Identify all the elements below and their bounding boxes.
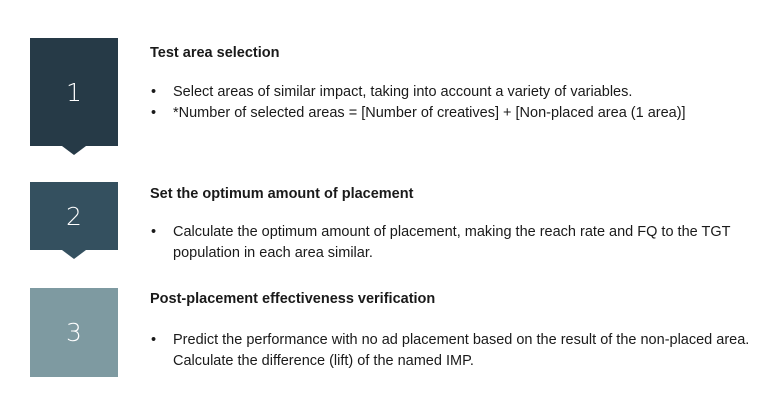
step-3-bullet-1-text: Predict the performance with no ad placement based on the result of the non-placed area. Calculate the difference (lift) of the named IMP. [173, 332, 750, 369]
step-1-pointer [62, 146, 86, 155]
step-3-bullet-list [150, 330, 750, 372]
step-3-bullet-1 [150, 330, 750, 372]
bullet-icon: • [151, 84, 157, 100]
step-1-bullet-list [150, 82, 760, 124]
step-1-bullet-2 [150, 103, 760, 124]
step-3-number-box [30, 288, 118, 377]
step-2-number-box [30, 182, 118, 250]
step-1-title: Test area selection [150, 45, 280, 61]
step-2-title: Set the optimum amount of placement [150, 186, 414, 202]
step-1-number: 1 [66, 77, 82, 107]
step-3-title: Post-placement effectiveness verification [150, 291, 436, 307]
step-1-bullet-2-text: *Number of selected areas = [Number of creatives] + [Non-placed area (1 area)] [173, 105, 686, 121]
step-2-bullet-1 [150, 222, 750, 264]
step-2-bullet-list [150, 222, 750, 264]
bullet-icon: • [151, 105, 157, 121]
step-3-number: 3 [66, 318, 82, 347]
bullet-icon: • [151, 332, 157, 348]
step-1-number-box [30, 38, 118, 146]
step-1-bullet-1 [150, 82, 760, 103]
step-2-number: 2 [66, 201, 82, 231]
step-2-pointer [62, 250, 86, 259]
step-2-bullet-1-text: Calculate the optimum amount of placement, making the reach rate and FQ to the TGT population in each area similar. [173, 224, 731, 261]
step-1-bullet-1-text: Select areas of similar impact, taking into account a variety of variables. [173, 84, 633, 100]
bullet-icon: • [151, 224, 157, 240]
